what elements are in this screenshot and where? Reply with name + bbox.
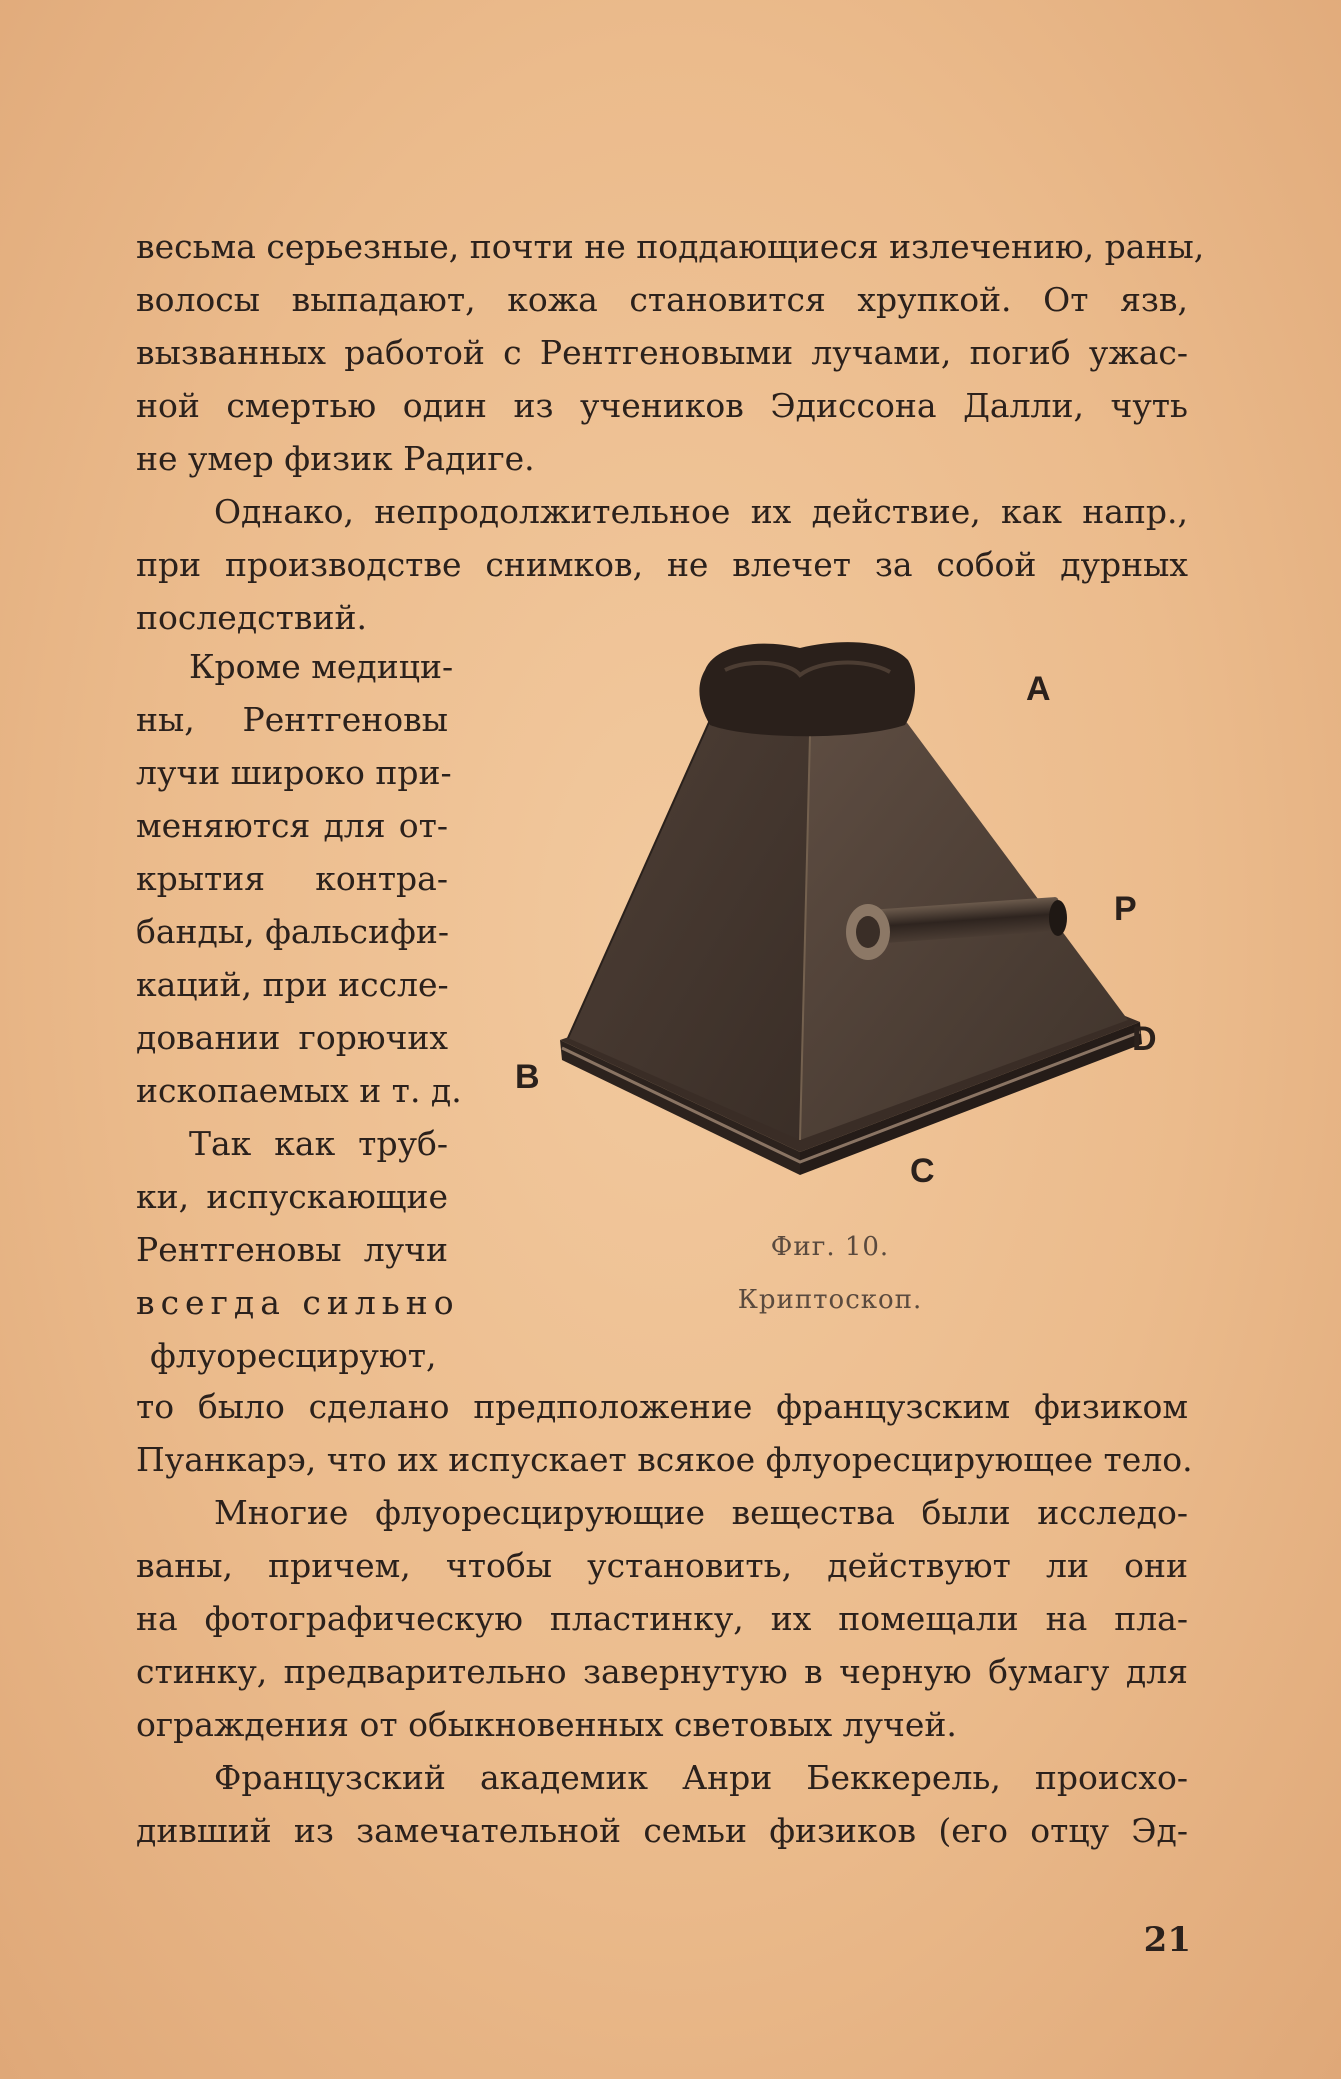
text-line: довании горючих — [136, 1018, 448, 1057]
label-d: D — [1132, 1020, 1157, 1058]
text-line: при производстве снимков, не влечет за собой дурных — [136, 545, 1188, 584]
text-line: волосы выпадают, кожа становится хрупкой. От язв, — [136, 280, 1188, 319]
figure-number: Фиг. 10. — [770, 1232, 890, 1262]
text-line: Пуанкарэ, что их испускает всякое флуоресцирующее тело. — [136, 1440, 1193, 1479]
text-line: ны, Рентгеновы — [136, 700, 448, 739]
text-line: Французский академик Анри Беккерель, происхо- — [214, 1758, 1188, 1797]
label-c: C — [910, 1152, 935, 1190]
paragraph-second — [136, 485, 1188, 644]
text-line: на фотографическую пластинку, их помещали на пла- — [136, 1599, 1188, 1638]
text-line: ограждения от обыкновенных световых лучей. — [136, 1705, 957, 1744]
text-line: Однако, непродолжительное их действие, как напр., — [214, 492, 1188, 531]
eyepiece-cushion — [699, 642, 915, 736]
text-line: лучи широко при- — [136, 753, 452, 792]
text-line: меняются для от- — [136, 806, 448, 845]
text-line: всегда сильно — [136, 1283, 460, 1322]
text-line: вызванных работой с Рентгеновыми лучами, погиб ужас- — [136, 333, 1188, 372]
text-line: Так как труб- — [189, 1124, 448, 1163]
text-line: то было сделано предположение французским физиком — [136, 1387, 1188, 1426]
paragraph-top — [136, 220, 1205, 485]
paragraph-after-figure — [136, 1380, 1193, 1486]
label-p: P — [1114, 890, 1137, 928]
label-b: B — [515, 1058, 540, 1096]
figure-title: Криптоскоп. — [737, 1285, 923, 1315]
text-line: Многие флуоресцирующие вещества были исследо- — [214, 1493, 1188, 1532]
text-line: ной смертью один из учеников Эдиссона Далли, чуть — [136, 386, 1188, 425]
text-line: банды, фальсифи- — [136, 912, 449, 951]
text-line: флуоресцируют, — [150, 1336, 437, 1375]
text-line: ваны, причем, чтобы установить, действуют ли они — [136, 1546, 1188, 1585]
cryptoscope-illustration — [500, 640, 1190, 1200]
text-line: последствий. — [136, 598, 367, 637]
text-line: весьма серьезные, почти не поддающиеся излечению, раны, — [136, 227, 1205, 266]
text-line: дивший из замечательной семьи физиков (его отцу Эд- — [136, 1811, 1188, 1850]
text-line: Кроме медици- — [189, 647, 454, 686]
tube-end — [1049, 900, 1067, 936]
text-line: ки, испускающие — [136, 1177, 448, 1216]
paragraph-third — [136, 1486, 1188, 1751]
text-line: каций, при иссле- — [136, 965, 449, 1004]
left-column-text — [136, 640, 462, 1382]
text-line: Рентгеновы лучи — [136, 1230, 448, 1269]
label-a: A — [1026, 670, 1051, 708]
tube-flange-inner — [856, 916, 880, 948]
text-line: стинку, предварительно завернутую в черную бумагу для — [136, 1652, 1188, 1691]
page-number: 21 — [1143, 1920, 1191, 1960]
text-line: крытия контра- — [136, 859, 448, 898]
paragraph-fourth — [136, 1751, 1188, 1857]
text-line: не умер физик Радиге. — [136, 439, 535, 478]
text-line: ископаемых и т. д. — [136, 1071, 462, 1110]
